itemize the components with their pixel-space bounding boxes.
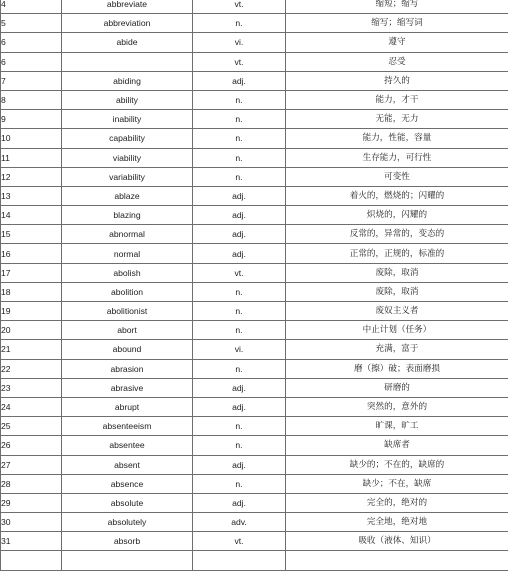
meaning-cell: 可变性: [286, 167, 508, 186]
row-number: 14: [1, 206, 62, 225]
part-of-speech-cell: adj.: [193, 397, 286, 416]
row-number: 30: [1, 513, 62, 532]
row-number: 8: [1, 90, 62, 109]
meaning-cell: 无能，无力: [286, 110, 508, 129]
word-cell: abrupt: [62, 397, 193, 416]
table-row: [1, 90, 508, 109]
part-of-speech-cell: vi.: [193, 340, 286, 359]
meaning-cell: 能力，性能，容量: [286, 129, 508, 148]
row-number: 23: [1, 378, 62, 397]
part-of-speech-cell: adj.: [193, 186, 286, 205]
meaning-cell: 炽烧的，闪耀的: [286, 206, 508, 225]
part-of-speech-cell: n.: [193, 359, 286, 378]
table-row: [1, 359, 508, 378]
meaning-cell: 磨（擦）破；表面磨损: [286, 359, 508, 378]
row-number: 22: [1, 359, 62, 378]
row-number: 6: [1, 52, 62, 71]
table-row: [1, 167, 508, 186]
row-number: 27: [1, 455, 62, 474]
word-cell: abiding: [62, 71, 193, 90]
meaning-cell: 正常的，正规的，标准的: [286, 244, 508, 263]
table-row: [1, 14, 508, 33]
table-row: [1, 493, 508, 512]
table-row: [1, 551, 508, 570]
table-row: [1, 244, 508, 263]
row-number: 13: [1, 186, 62, 205]
part-of-speech-cell: adj.: [193, 71, 286, 90]
table-row: [1, 532, 508, 551]
part-of-speech-cell: adv.: [193, 513, 286, 532]
row-number: 26: [1, 436, 62, 455]
table-row: [1, 206, 508, 225]
word-cell: variability: [62, 167, 193, 186]
meaning-cell: 充满，富于: [286, 340, 508, 359]
part-of-speech-cell: adj.: [193, 225, 286, 244]
meaning-cell: 缺少；不在，缺席: [286, 474, 508, 493]
row-number: 25: [1, 417, 62, 436]
meaning-cell: 忍受: [286, 52, 508, 71]
row-number: 11: [1, 148, 62, 167]
table-row: [1, 282, 508, 301]
part-of-speech-cell: adj.: [193, 378, 286, 397]
row-number: 16: [1, 244, 62, 263]
row-number: 29: [1, 493, 62, 512]
table-row: [1, 263, 508, 282]
table-row: [1, 513, 508, 532]
word-cell: abort: [62, 321, 193, 340]
table-row: [1, 340, 508, 359]
table-row: [1, 378, 508, 397]
row-number: 19: [1, 302, 62, 321]
meaning-cell: 缺席者: [286, 436, 508, 455]
word-cell: [62, 551, 193, 570]
part-of-speech-cell: n.: [193, 110, 286, 129]
row-number: 28: [1, 474, 62, 493]
word-cell: absentee: [62, 436, 193, 455]
word-cell: abbreviate: [62, 0, 193, 14]
row-number: 6: [1, 33, 62, 52]
table-row: [1, 71, 508, 90]
word-cell: absorb: [62, 532, 193, 551]
part-of-speech-cell: [193, 551, 286, 570]
meaning-cell: 废奴主义者: [286, 302, 508, 321]
part-of-speech-cell: n.: [193, 417, 286, 436]
table-row: [1, 0, 508, 14]
part-of-speech-cell: n.: [193, 148, 286, 167]
table-row: [1, 148, 508, 167]
part-of-speech-cell: adj.: [193, 493, 286, 512]
meaning-cell: 反常的，异常的，变态的: [286, 225, 508, 244]
row-number: [1, 551, 62, 570]
row-number: 7: [1, 71, 62, 90]
part-of-speech-cell: vt.: [193, 263, 286, 282]
word-cell: abbreviation: [62, 14, 193, 33]
word-cell: abnormal: [62, 225, 193, 244]
part-of-speech-cell: n.: [193, 282, 286, 301]
word-cell: viability: [62, 148, 193, 167]
meaning-cell: 持久的: [286, 71, 508, 90]
meaning-cell: 完全地，绝对地: [286, 513, 508, 532]
word-cell: inability: [62, 110, 193, 129]
row-number: 10: [1, 129, 62, 148]
part-of-speech-cell: vt.: [193, 0, 286, 14]
word-cell: absent: [62, 455, 193, 474]
word-cell: [62, 52, 193, 71]
table-row: [1, 455, 508, 474]
part-of-speech-cell: n.: [193, 14, 286, 33]
part-of-speech-cell: adj.: [193, 244, 286, 263]
part-of-speech-cell: n.: [193, 167, 286, 186]
meaning-cell: [286, 551, 508, 570]
word-cell: absolute: [62, 493, 193, 512]
meaning-cell: 突然的，意外的: [286, 397, 508, 416]
row-number: 4: [1, 0, 62, 14]
meaning-cell: 缺少的；不在的，缺席的: [286, 455, 508, 474]
part-of-speech-cell: n.: [193, 302, 286, 321]
row-number: 18: [1, 282, 62, 301]
part-of-speech-cell: vt.: [193, 532, 286, 551]
row-number: 31: [1, 532, 62, 551]
part-of-speech-cell: adj.: [193, 206, 286, 225]
table-row: [1, 302, 508, 321]
meaning-cell: 能力，才干: [286, 90, 508, 109]
word-cell: abolish: [62, 263, 193, 282]
table-row: [1, 397, 508, 416]
part-of-speech-cell: n.: [193, 436, 286, 455]
row-number: 12: [1, 167, 62, 186]
part-of-speech-cell: vi.: [193, 33, 286, 52]
table-row: [1, 474, 508, 493]
word-cell: abrasive: [62, 378, 193, 397]
meaning-cell: 缩写；缩写词: [286, 14, 508, 33]
part-of-speech-cell: n.: [193, 90, 286, 109]
meaning-cell: 中止计划（任务）: [286, 321, 508, 340]
table-row: [1, 436, 508, 455]
table-row: [1, 33, 508, 52]
word-cell: capability: [62, 129, 193, 148]
word-cell: ability: [62, 90, 193, 109]
word-cell: blazing: [62, 206, 193, 225]
word-cell: absolutely: [62, 513, 193, 532]
row-number: 9: [1, 110, 62, 129]
word-cell: abound: [62, 340, 193, 359]
part-of-speech-cell: n.: [193, 321, 286, 340]
part-of-speech-cell: n.: [193, 129, 286, 148]
row-number: 15: [1, 225, 62, 244]
meaning-cell: 废除，取消: [286, 263, 508, 282]
row-number: 5: [1, 14, 62, 33]
word-cell: absenteeism: [62, 417, 193, 436]
meaning-cell: 缩短；缩写: [286, 0, 508, 14]
row-number: 21: [1, 340, 62, 359]
table-row: [1, 417, 508, 436]
table-row: [1, 225, 508, 244]
word-cell: abolition: [62, 282, 193, 301]
meaning-cell: 废除，取消: [286, 282, 508, 301]
word-cell: normal: [62, 244, 193, 263]
word-cell: abide: [62, 33, 193, 52]
word-cell: abrasion: [62, 359, 193, 378]
word-cell: abolitionist: [62, 302, 193, 321]
part-of-speech-cell: vt.: [193, 52, 286, 71]
word-cell: ablaze: [62, 186, 193, 205]
row-number: 20: [1, 321, 62, 340]
meaning-cell: 生存能力，可行性: [286, 148, 508, 167]
word-cell: absence: [62, 474, 193, 493]
table-row: [1, 110, 508, 129]
meaning-cell: 着火的，燃烧的；闪耀的: [286, 186, 508, 205]
table-row: [1, 186, 508, 205]
table-row: [1, 52, 508, 71]
part-of-speech-cell: adj.: [193, 455, 286, 474]
meaning-cell: 完全的，绝对的: [286, 493, 508, 512]
meaning-cell: 研磨的: [286, 378, 508, 397]
part-of-speech-cell: n.: [193, 474, 286, 493]
meaning-cell: 吸收（液体、知识）: [286, 532, 508, 551]
row-number: 17: [1, 263, 62, 282]
row-number: 24: [1, 397, 62, 416]
vocabulary-table-body: [1, 0, 508, 570]
table-row: [1, 321, 508, 340]
meaning-cell: 遵守: [286, 33, 508, 52]
meaning-cell: 旷课，旷工: [286, 417, 508, 436]
table-row: [1, 129, 508, 148]
